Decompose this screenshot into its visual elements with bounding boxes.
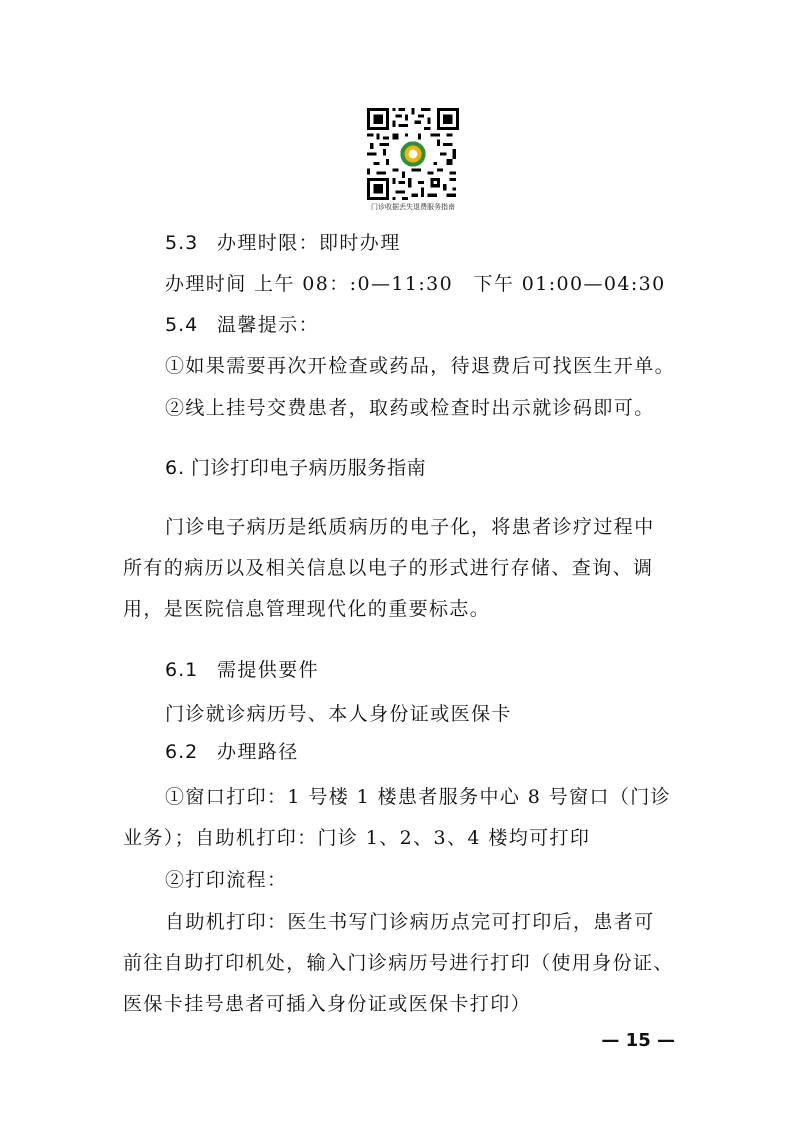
tip-item: ①如果需要再次开检查或药品，待退费后可找医生开单。 bbox=[165, 355, 676, 377]
qr-code-image bbox=[367, 108, 459, 200]
section-title: 办理路径 bbox=[217, 741, 299, 763]
section-6-2-heading bbox=[165, 740, 299, 764]
route-line: ①窗口打印：1 号楼 1 楼患者服务中心 8 号窗口（门诊 bbox=[165, 786, 672, 808]
process-line: 前往自助打印机处，输入门诊病历号进行打印（使用身份证、 bbox=[123, 952, 674, 974]
route-line: 业务）；自助机打印：门诊 1、2、3、4 楼均可打印 bbox=[123, 827, 591, 849]
section-title: 办理时限：即时办理 bbox=[217, 232, 401, 254]
section-number: 5.3 bbox=[165, 232, 199, 254]
section-6-heading bbox=[165, 456, 426, 480]
section-number: 6. bbox=[165, 457, 186, 479]
section-5-4-heading bbox=[165, 313, 319, 337]
section-title: 门诊打印电子病历服务指南 bbox=[191, 457, 427, 479]
intro-paragraph-line: 所有的病历以及相关信息以电子的形式进行存储、查询、调 bbox=[123, 557, 654, 579]
section-title: 温馨提示： bbox=[217, 314, 320, 336]
tip-item: ②线上挂号交费患者，取药或检查时出示就诊码即可。 bbox=[165, 397, 655, 419]
section-5-3-heading bbox=[165, 231, 401, 255]
office-hours: 办理时间 上午 08：:0—11:30 下午 01:00—04:30 bbox=[165, 273, 666, 295]
process-line: 医保卡挂号患者可插入身份证或医保卡打印） bbox=[123, 993, 532, 1015]
required-materials: 门诊就诊病历号、本人身份证或医保卡 bbox=[165, 703, 512, 725]
section-number: 5.4 bbox=[165, 314, 199, 336]
process-line: 自助机打印：医生书写门诊病历点完可打印后，患者可 bbox=[165, 911, 655, 933]
page-number: — 15 — bbox=[601, 1030, 675, 1051]
section-title: 需提供要件 bbox=[217, 659, 320, 681]
section-6-1-heading bbox=[165, 658, 319, 682]
qr-caption: 门诊收据丢失退费服务指南 bbox=[371, 203, 455, 211]
intro-paragraph-line: 门诊电子病历是纸质病历的电子化，将患者诊疗过程中 bbox=[165, 516, 655, 538]
section-number: 6.2 bbox=[165, 741, 199, 763]
section-number: 6.1 bbox=[165, 659, 199, 681]
qr-code-block bbox=[367, 108, 459, 211]
intro-paragraph-line: 用，是医院信息管理现代化的重要标志。 bbox=[123, 598, 491, 620]
process-title: ②打印流程： bbox=[165, 869, 288, 891]
